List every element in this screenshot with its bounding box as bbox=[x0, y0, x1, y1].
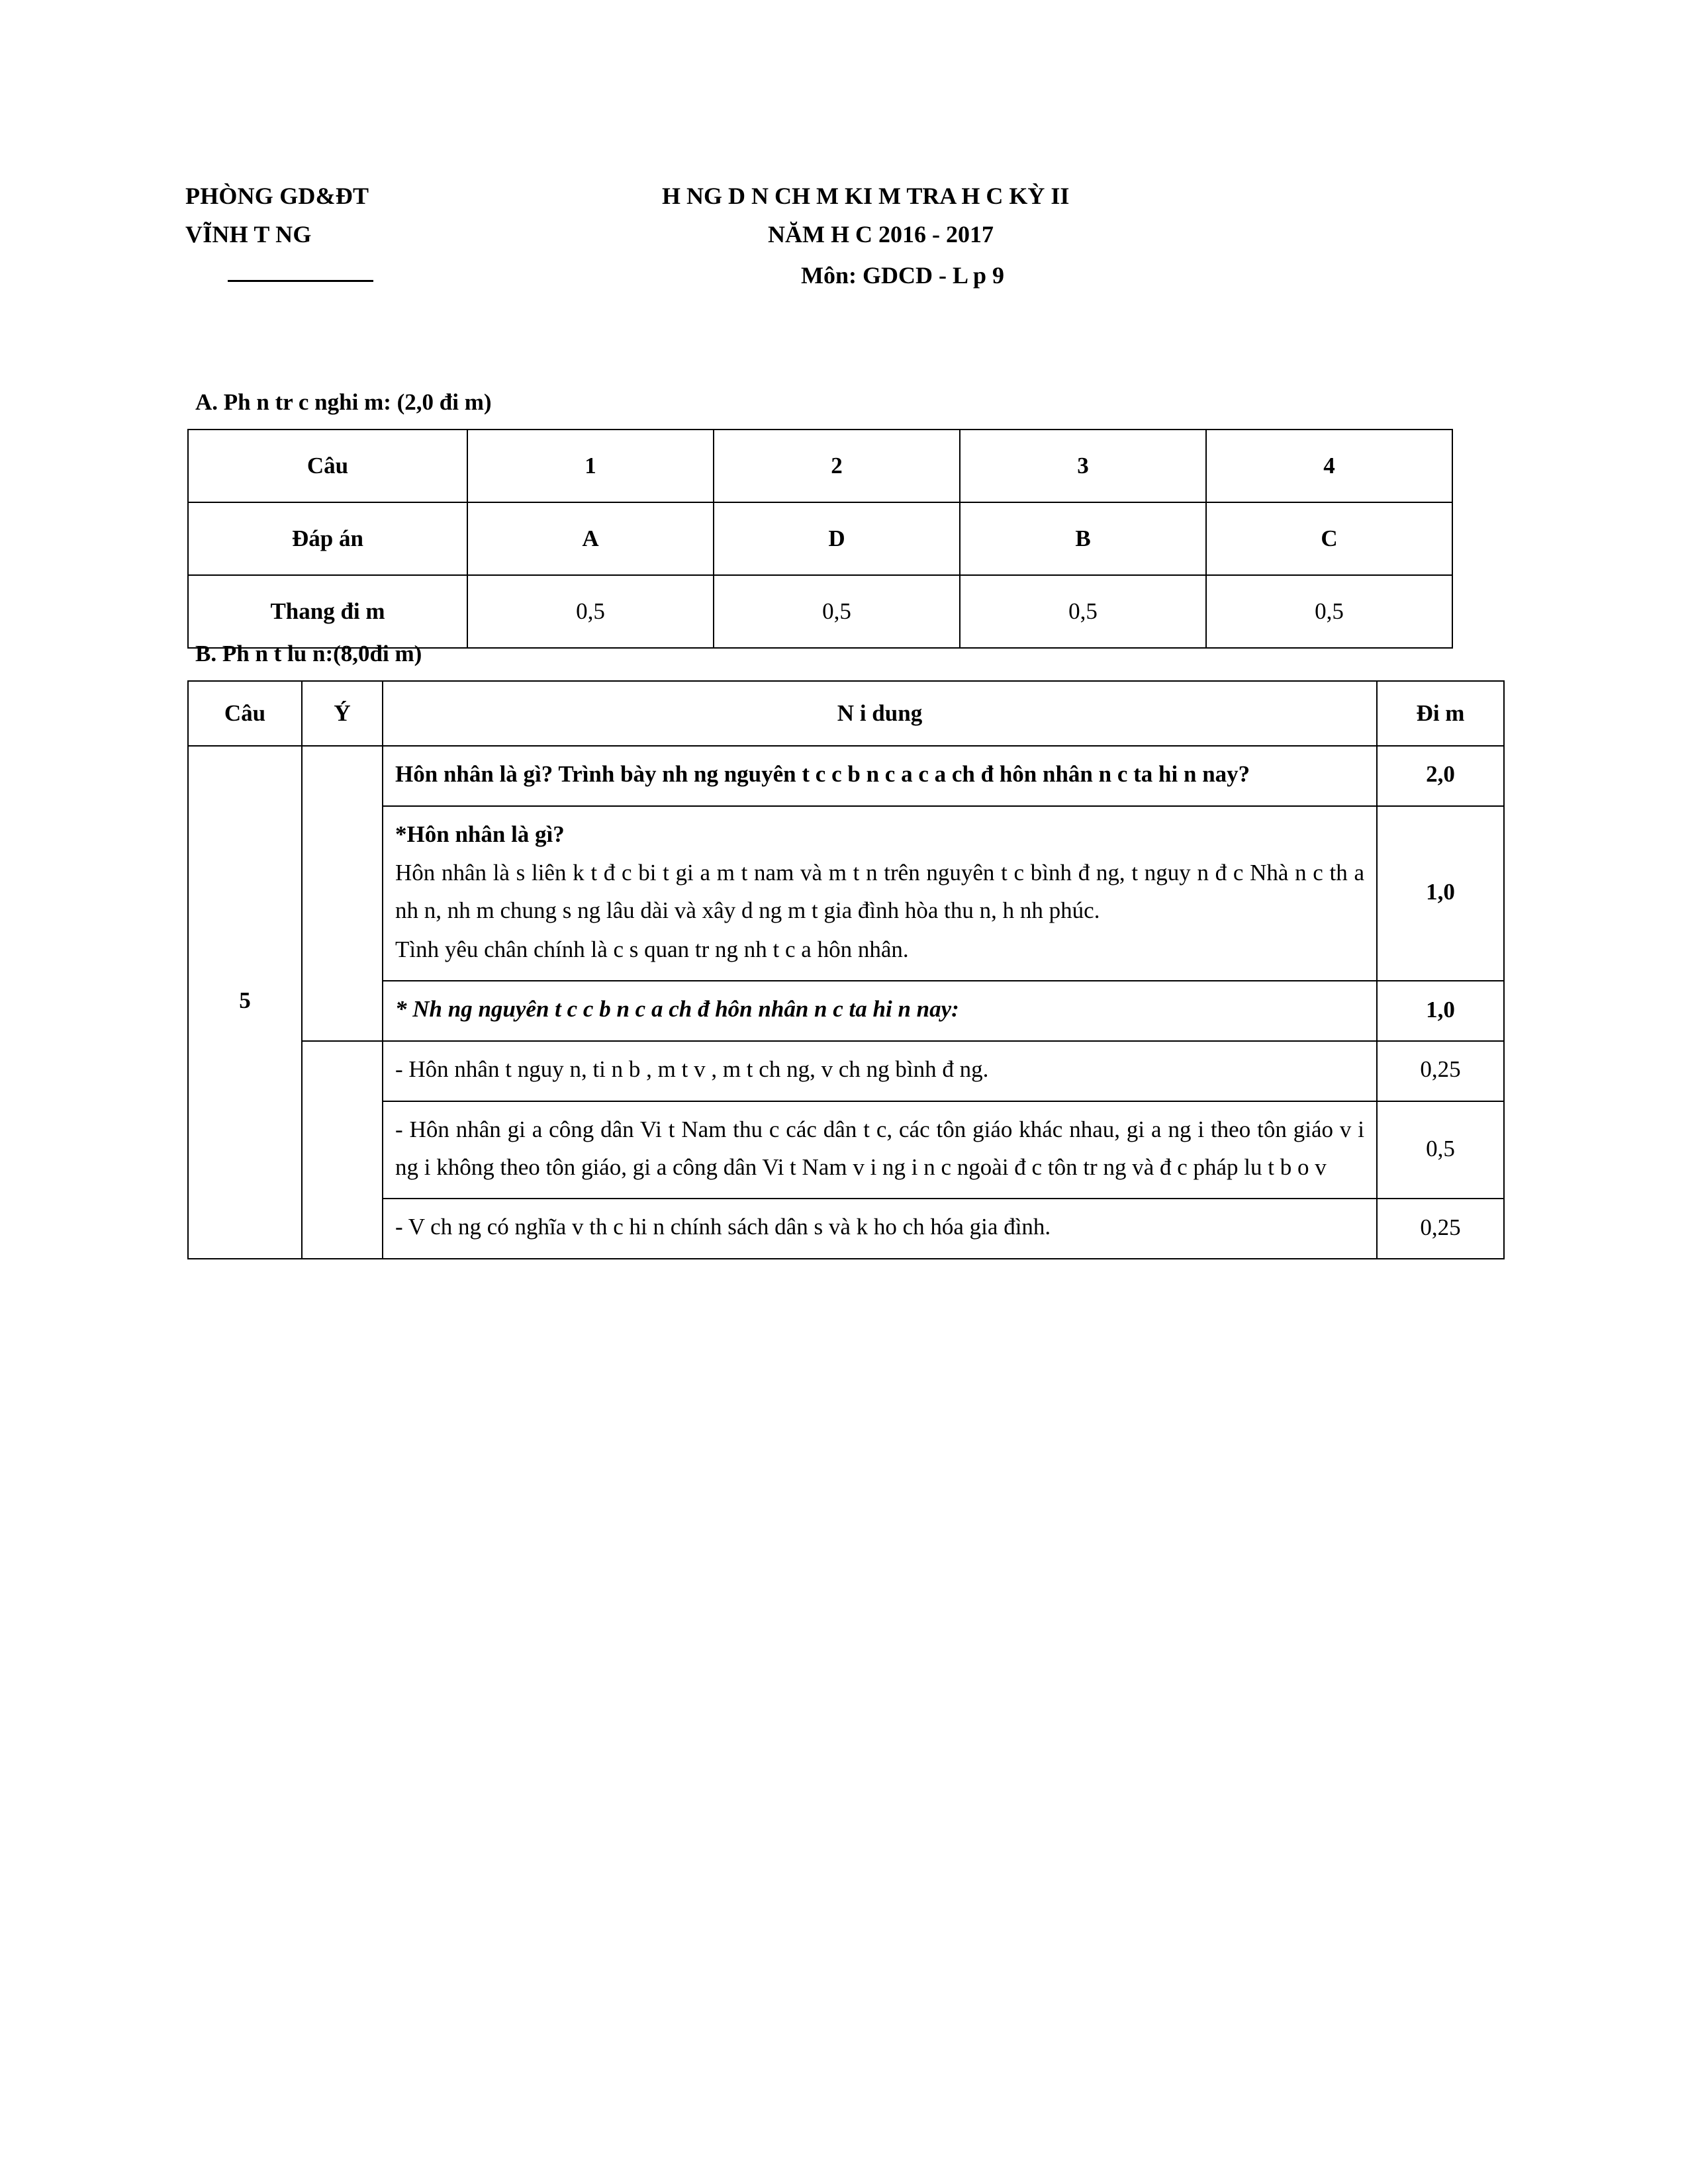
question-number-cell: 5 bbox=[188, 746, 302, 1259]
document-header bbox=[185, 182, 1509, 289]
department-line-2: VĨNH T NG bbox=[185, 221, 312, 248]
table-row bbox=[188, 1041, 1504, 1101]
content-cell-definition bbox=[383, 806, 1377, 981]
question-number-1: 1 bbox=[467, 430, 714, 502]
table-row bbox=[188, 981, 1504, 1041]
content-cell-question bbox=[383, 746, 1377, 806]
department-line-1: PHÒNG GD&ĐT bbox=[185, 183, 369, 209]
score-cell-question: 2,0 bbox=[1377, 746, 1504, 806]
table-row bbox=[188, 502, 1452, 575]
content-cell-principle-1 bbox=[383, 1041, 1377, 1101]
essay-answer-table bbox=[187, 680, 1505, 1259]
score-cell-principle-3: 0,25 bbox=[1377, 1199, 1504, 1259]
question-number-2: 2 bbox=[714, 430, 960, 502]
score-1: 0,5 bbox=[467, 575, 714, 648]
column-header-noidung: N i dung bbox=[383, 681, 1377, 746]
column-header-diem: Đi m bbox=[1377, 681, 1504, 746]
content-line: - Hôn nhân gi a công dân Vi t Nam thu c các dân t c, các tôn giáo khác nhau, gi a ng i theo tôn giáo v i ng i không theo tôn giáo, gi a công dân Vi t Nam v i ng i n c ngoài đ c tôn tr ng và đ c pháp lu t b o v bbox=[395, 1116, 1364, 1180]
section-b-label: B. Ph n t lu n:(8,0đi m) bbox=[195, 641, 422, 666]
content-line: * Nh ng nguyên t c c b n c a ch đ hôn nhân n c ta hi n nay: bbox=[395, 996, 959, 1023]
section-a-label: A. Ph n tr c nghi m: (2,0 đi m) bbox=[195, 389, 492, 415]
row-header-dapan: Đáp án bbox=[188, 502, 467, 575]
content-line: *Hôn nhân là gì? bbox=[395, 821, 565, 847]
row-header-cau: Câu bbox=[188, 430, 467, 502]
column-header-cau: Câu bbox=[188, 681, 302, 746]
score-cell-principle-1: 0,25 bbox=[1377, 1041, 1504, 1101]
department-block bbox=[185, 182, 609, 248]
answer-1: A bbox=[467, 502, 714, 575]
header-rule bbox=[228, 280, 373, 282]
table-row bbox=[188, 1199, 1504, 1259]
content-line: Tình yêu chân chính là c s quan tr ng nh t c a hôn nhân. bbox=[395, 936, 909, 962]
question-number-3: 3 bbox=[960, 430, 1206, 502]
content-cell-principle-2 bbox=[383, 1101, 1377, 1199]
score-2: 0,5 bbox=[714, 575, 960, 648]
content-cell-principle-3 bbox=[383, 1199, 1377, 1259]
content-line: - Hôn nhân t nguy n, ti n b , m t v , m t ch ng, v ch ng bình đ ng. bbox=[395, 1056, 989, 1083]
table-row bbox=[188, 430, 1452, 502]
question-number-4: 4 bbox=[1206, 430, 1452, 502]
title-block bbox=[609, 182, 1509, 289]
row-header-thangdiem: Thang đi m bbox=[188, 575, 467, 648]
score-cell-principles-heading: 1,0 bbox=[1377, 981, 1504, 1041]
document-title: H NG D N CH M KI M TRA H C KỲ II bbox=[662, 183, 1070, 209]
subject-grade: Môn: GDCD - L p 9 bbox=[801, 262, 1005, 289]
content-line: Hôn nhân là gì? Trình bày nh ng nguyên t c c b n c a c a ch đ hôn nhân n c ta hi n nay? bbox=[395, 761, 1250, 787]
table-row bbox=[188, 1101, 1504, 1199]
content-cell-principles-heading bbox=[383, 981, 1377, 1041]
answer-3: B bbox=[960, 502, 1206, 575]
y-cell-group-1 bbox=[302, 746, 383, 1041]
multiple-choice-answer-table bbox=[187, 429, 1453, 649]
table-row bbox=[188, 746, 1504, 806]
content-line: - V ch ng có nghĩa v th c hi n chính sách dân s và k ho ch hóa gia đình. bbox=[395, 1214, 1051, 1240]
content-line: Hôn nhân là s liên k t đ c bi t gi a m t nam và m t n trên nguyên t c bình đ ng, t nguy n đ c Nhà n c th a nh n, nh m chung s ng lâu dài và xây d ng m t gia đình hòa thu n, h nh phúc. bbox=[395, 860, 1364, 924]
table-header-row bbox=[188, 681, 1504, 746]
table-row bbox=[188, 575, 1452, 648]
school-year: NĂM H C 2016 - 2017 bbox=[768, 221, 994, 248]
table-row bbox=[188, 806, 1504, 981]
score-4: 0,5 bbox=[1206, 575, 1452, 648]
score-cell-definition: 1,0 bbox=[1377, 806, 1504, 981]
score-cell-principle-2: 0,5 bbox=[1377, 1101, 1504, 1199]
column-header-y: Ý bbox=[302, 681, 383, 746]
score-3: 0,5 bbox=[960, 575, 1206, 648]
answer-2: D bbox=[714, 502, 960, 575]
answer-4: C bbox=[1206, 502, 1452, 575]
y-cell-group-2 bbox=[302, 1041, 383, 1259]
